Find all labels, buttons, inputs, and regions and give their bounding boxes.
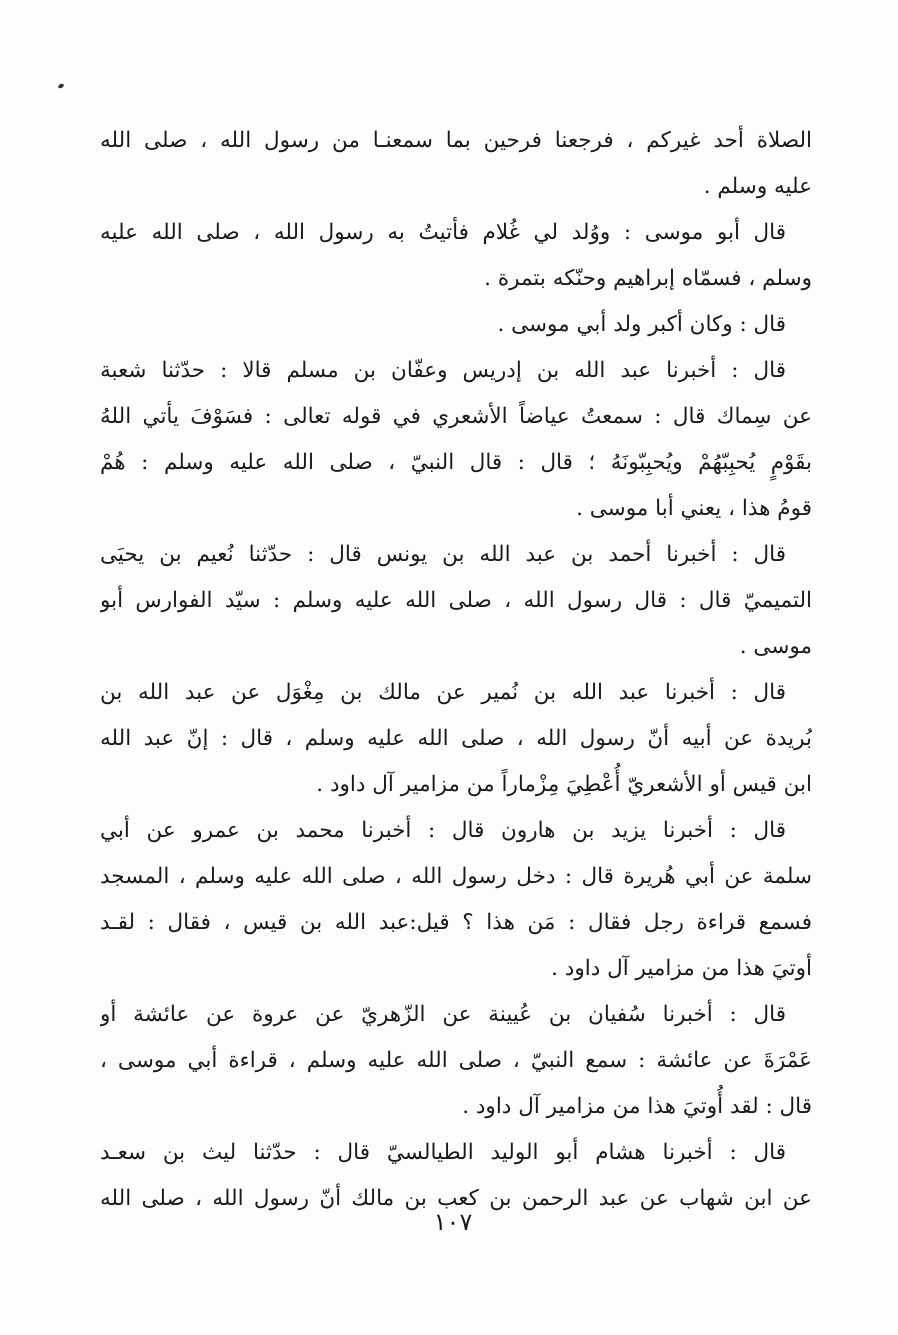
text-line: وسلم ، فسمّاه إبراهيم وحنّكه بتمرة . <box>484 266 812 291</box>
text-line: قال : وكان أكبر ولد أبي موسى . <box>497 312 786 337</box>
text-line: قومُ هذا ، يعني أبا موسى . <box>576 496 812 521</box>
text-line: عن سِماك قال : سمعتُ عياضاً الأشعري في قوله تعالى : فسَوْفَ يأتي اللهُ <box>100 404 812 429</box>
text-line: عليه وسلم . <box>703 174 812 199</box>
text-line: قال : لقد أُوتيَ هذا من مزامير آل داود . <box>462 1094 812 1119</box>
text-line: الصلاة أحد غيركم ، فرجعنا فرحين بما سمعنـا من رسول الله ، صلى الله <box>100 128 812 153</box>
text-line: قال : أخبرنا سُفيان بن عُيينة عن الزّهريّ عن عروة عن عائشة أو <box>100 1002 786 1027</box>
text-line: أوتيَ هذا من مزامير آل داود . <box>551 956 812 981</box>
text-line: فسمع قراءة رجل فقال : مَن هذا ؟ قيل:عبد الله بن قيس ، فقال : لقـد <box>100 910 812 935</box>
page-number: ١٠٧ <box>433 1208 473 1236</box>
text-line: ابن قيس أو الأشعريّ أُعْطِيَ مِزْماراً من مزامير آل داود . <box>316 772 812 797</box>
ink-speck <box>57 83 64 89</box>
text-line: قال أبو موسى : ووُلد لي غُلام فأتيتُ به رسول الله ، صلى الله عليه <box>100 220 786 245</box>
text-line: بُريدة عن أبيه أنّ رسول الله ، صلى الله عليه وسلم ، قال : إنّ عبد الله <box>100 726 812 751</box>
text-line: سلمة عن أبي هُريرة قال : دخل رسول الله ، صلى الله عليه وسلم ، المسجد <box>100 864 812 889</box>
text-line: قال : أخبرنا يزيد بن هارون قال : أخبرنا محمد بن عمرو عن أبي <box>100 818 786 843</box>
text-line: موسى . <box>739 634 812 659</box>
text-line: قال : أخبرنا أحمد بن عبد الله بن يونس قال : حدّثنا نُعيم بن يحيَى <box>100 542 786 567</box>
text-line: بقَوْمٍ يُحبِبّهُمْ ويُحبِبّونَهُ ؛ قال : قال النبيّ ، صلى الله عليه وسلم : هُمْ <box>100 450 812 475</box>
text-line: قال : أخبرنا عبد الله بن نُمير عن مالك بن مِغْوَل عن عبد الله بن <box>100 680 786 705</box>
text-line: التميميّ قال : قال رسول الله ، صلى الله عليه وسلم : سيّد الفوارس أبو <box>100 588 812 613</box>
text-line: قال : أخبرنا هشام أبو الوليد الطيالسيّ قال : حدّثنا ليث بن سعـد <box>100 1140 786 1165</box>
text-line: قال : أخبرنا عبد الله بن إدريس وعفّان بن مسلم قالا : حدّثنا شعبة <box>100 358 786 383</box>
text-line: عَمْرَةَ عن عائشة : سمع النبيّ ، صلى الله عليه وسلم ، قراءة أبي موسى ، <box>100 1048 812 1073</box>
text-line: عن ابن شهاب عن عبد الرحمن بن كعب بن مالك أنّ رسول الله ، صلى الله <box>100 1186 812 1211</box>
body-text <box>100 118 812 1222</box>
